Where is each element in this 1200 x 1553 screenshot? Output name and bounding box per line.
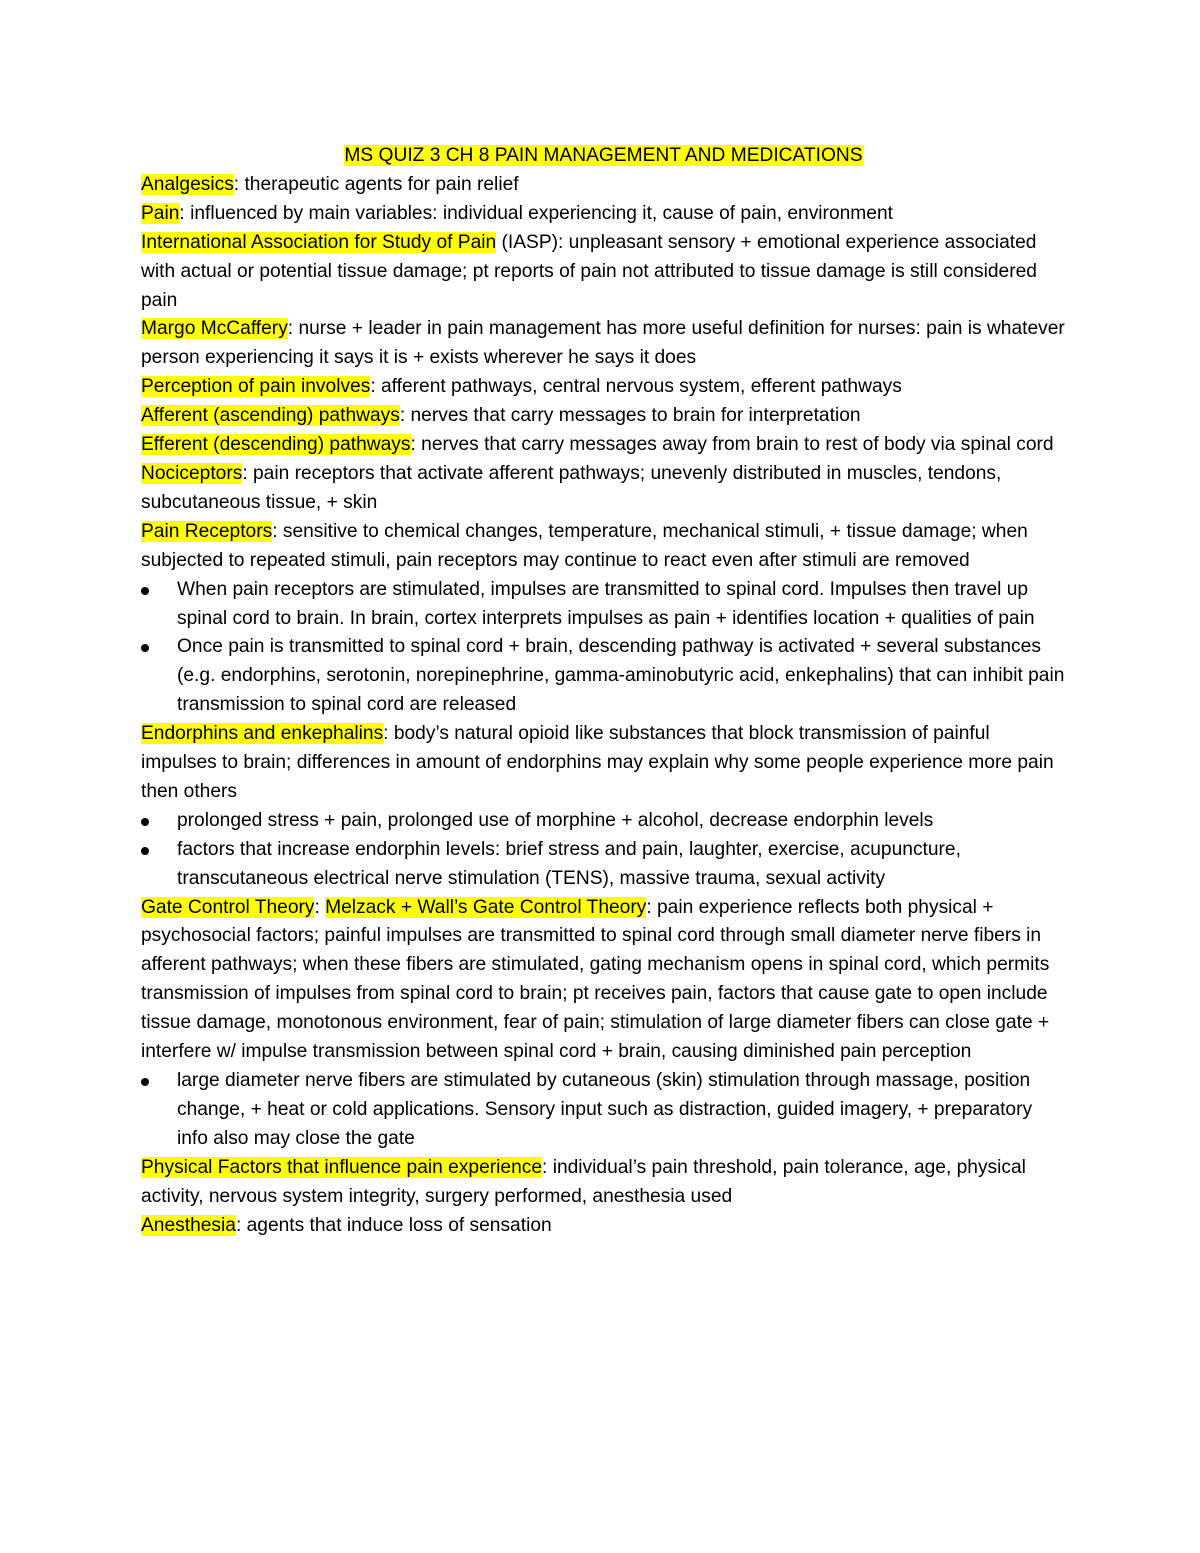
definition-text: : nerves that carry messages away from brain to rest of body via spinal cord — [410, 434, 1054, 456]
definition-text: : individual’s pain threshold, pain tolerance, age, physical activity, nervous system integrity, surgery performed, anesthesia used — [141, 1156, 1026, 1207]
definition-text: : nurse + leader in pain management has more useful definition for nurses: pain is whatever person experiencing it says it is + exists wherever he says it does — [141, 318, 1065, 369]
definition-text: : agents that induce loss of sensation — [235, 1214, 552, 1236]
list-item-text: large diameter nerve fibers are stimulated by cutaneous (skin) stimulation through massage, position change, + heat or cold applications. Sensory input such as distraction, guided imagery, + preparatory info also may close the gate — [177, 1070, 1033, 1149]
definition-anesthesia — [141, 1212, 1066, 1241]
definition-text: : body’s natural opioid like substances that block transmission of painful impulses to brain; differences in amount of endorphins may explain why some people experience more pain then others — [141, 723, 1054, 802]
bullet-icon — [141, 587, 149, 595]
term-highlight: Perception of pain involves — [141, 376, 371, 398]
list-item — [141, 807, 1066, 836]
title-highlight: MS QUIZ 3 CH 8 PAIN MANAGEMENT AND MEDICATIONS — [344, 145, 863, 166]
document-body — [141, 142, 1066, 1240]
list-item-text: factors that increase endorphin levels: brief stress and pain, laughter, exercise, acupuncture, transcutaneous electrical nerve stimulation (TENS), massive trauma, sexual activity — [177, 838, 961, 889]
term-highlight: Nociceptors — [141, 462, 243, 484]
list-item — [141, 836, 1066, 894]
definition-text: : pain receptors that activate afferent pathways; unevenly distributed in muscles, tendons, subcutaneous tissue, + skin — [141, 462, 1002, 513]
term-highlight: Afferent (ascending) pathways — [141, 405, 400, 427]
term-highlight: Pain Receptors — [141, 520, 273, 542]
definition-text: : afferent pathways, central nervous system, efferent pathways — [370, 376, 902, 398]
definition-endorphins — [141, 720, 1066, 807]
page-title — [141, 142, 1066, 171]
definition-nociceptors — [141, 460, 1066, 518]
definition-text: (IASP): unpleasant sensory + emotional experience associated with actual or potential tissue damage; pt reports of pain not attributed to tissue damage is still considered pain — [141, 231, 1037, 311]
term-highlight: Endorphins and enkephalins — [141, 723, 384, 745]
bullet-list-receptors — [141, 576, 1066, 721]
list-item — [141, 1067, 1066, 1154]
term-highlight: Physical Factors that influence pain experience — [141, 1156, 543, 1178]
definition-mccaffery — [141, 315, 1066, 373]
term-highlight: Margo McCaffery — [141, 318, 288, 340]
term-separator: : — [314, 896, 326, 918]
definition-efferent — [141, 431, 1066, 460]
term-highlight-secondary: Melzack + Wall’s Gate Control Theory — [325, 896, 647, 918]
term-highlight: Pain — [141, 202, 180, 224]
definition-iasp — [141, 229, 1066, 316]
term-highlight: Analgesics — [141, 173, 234, 195]
definition-pain — [141, 200, 1066, 229]
definition-text: : nerves that carry messages to brain for interpretation — [399, 405, 861, 427]
term-highlight: Efferent (descending) pathways — [141, 434, 411, 456]
definition-gate-control — [141, 894, 1066, 1067]
definition-text: : sensitive to chemical changes, temperature, mechanical stimuli, + tissue damage; when subjected to repeated stimuli, pain receptors may continue to react even after stimuli are removed — [141, 520, 1028, 571]
definition-text: : pain experience reflects both physical + psychosocial factors; painful impulses are transmitted to spinal cord through small diameter nerve fibers in afferent pathways; when these fibers are stimulated, gating mechanism opens in spinal cord, which permits transmission of impulses from spinal cord to brain; pt receives pain, factors that cause gate to open include tissue damage, monotonous environment, fear of pain; stimulation of large diameter fibers can close gate + interfere w/ impulse transmission between spinal cord + brain, causing diminished pain perception — [141, 896, 1050, 1063]
definition-perception — [141, 373, 1066, 402]
bullet-icon — [141, 818, 149, 826]
list-item-text: When pain receptors are stimulated, impulses are transmitted to spinal cord. Impulses then travel up spinal cord to brain. In brain, cortex interprets impulses as pain + identifies location + qualities of pain — [177, 578, 1035, 629]
definition-text: : influenced by main variables: individual experiencing it, cause of pain, environment — [179, 202, 893, 224]
bullet-list-endorphins — [141, 807, 1066, 894]
definition-afferent — [141, 402, 1066, 431]
definition-analgesics — [141, 171, 1066, 200]
list-item — [141, 633, 1066, 720]
definition-physical-factors — [141, 1154, 1066, 1212]
definition-text: : therapeutic agents for pain relief — [233, 173, 519, 195]
bullet-icon — [141, 644, 149, 652]
term-highlight: International Association for Study of Pain — [141, 231, 497, 253]
term-highlight: Gate Control Theory — [141, 896, 315, 918]
bullet-icon — [141, 847, 149, 855]
definition-pain-receptors — [141, 518, 1066, 576]
term-highlight: Anesthesia — [141, 1214, 236, 1236]
bullet-list-gate — [141, 1067, 1066, 1154]
list-item — [141, 576, 1066, 634]
bullet-icon — [141, 1078, 149, 1086]
list-item-text: prolonged stress + pain, prolonged use of morphine + alcohol, decrease endorphin levels — [177, 809, 934, 831]
list-item-text: Once pain is transmitted to spinal cord + brain, descending pathway is activated + several substances (e.g. endorphins, serotonin, norepinephrine, gamma-aminobutyric acid, enkephalins) that can inhibit pain transmission to spinal cord are released — [177, 636, 1065, 716]
